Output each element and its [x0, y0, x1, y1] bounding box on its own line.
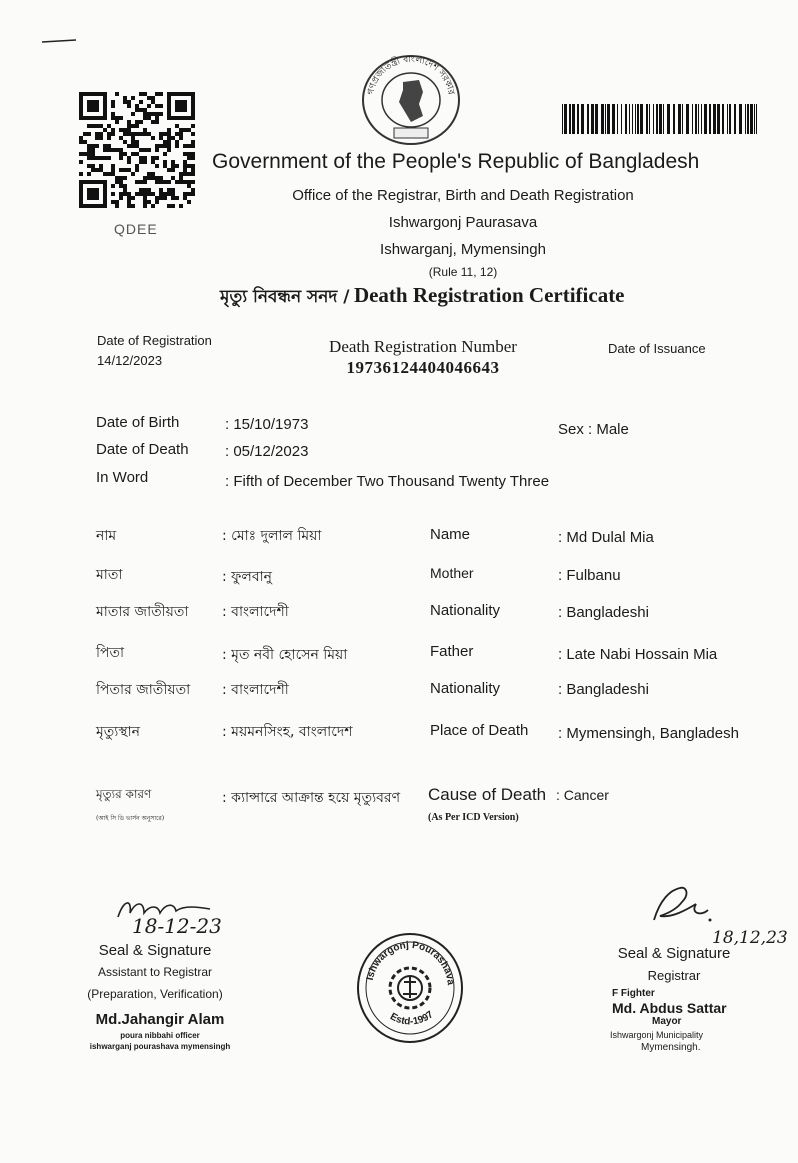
father-nationality-value: : Bangladeshi — [558, 681, 649, 698]
father-bn-label: পিতা — [96, 645, 125, 661]
mother-nationality-label: Nationality — [430, 602, 501, 619]
government-emblem-icon — [361, 54, 461, 146]
name-label: Name — [430, 526, 471, 543]
assistant-role-detail: (Preparation, Verification) — [87, 987, 223, 1001]
registrar-stamp-prefix: F Fighter — [612, 988, 655, 999]
registration-number-value: 19736124404046643 — [346, 358, 500, 377]
assistant-role: Assistant to Registrar — [97, 965, 213, 979]
cause-bn-value: : ক্যান্সারে আক্রান্ত হয়ে মৃত্যুবরণ — [222, 790, 401, 806]
date-of-registration-value: 14/12/2023 — [97, 353, 163, 368]
registrar-stamp-name: Md. Abdus Sattar — [612, 1000, 727, 1016]
place-of-death-label: Place of Death — [430, 722, 529, 739]
dob-label: Date of Birth — [96, 414, 180, 431]
place-of-death-bn-value: : ময়মনসিংহ, বাংলাদেশ — [222, 724, 353, 740]
father-bn-value: : মৃত নবী হোসেন মিয়া — [222, 647, 348, 663]
father-nationality-bn-label: পিতার জাতীয়তা — [96, 682, 191, 698]
father-nationality-label: Nationality — [430, 680, 501, 697]
barcode-icon — [562, 104, 760, 134]
cause-value: : Cancer — [556, 787, 609, 803]
assistant-stamp-name: Md.Jahangir Alam — [95, 1011, 225, 1028]
certificate-title-en: Death Registration Certificate — [353, 283, 625, 307]
in-word-label: In Word — [96, 469, 149, 486]
assistant-stamp-title: poura nibbahi officer — [120, 1031, 200, 1040]
qr-code-icon — [79, 92, 195, 208]
mother-bn-label: মাতা — [96, 567, 123, 583]
seal-ring-text: Ishwargonj Pourashava — [364, 939, 456, 986]
paurashava-seal-icon — [356, 932, 464, 1044]
registrar-signature-icon — [646, 880, 716, 930]
emblem-ring-text: গণপ্রজাতন্ত্রী বাংলাদেশ সরকার — [366, 54, 456, 96]
mother-bn-value: : ফুলবানু — [222, 569, 273, 585]
dob-value: : 15/10/1973 — [225, 416, 309, 433]
office-name: Office of the Registrar, Birth and Death Registration — [292, 187, 634, 204]
date-of-issuance-label: Date of Issuance — [608, 341, 706, 356]
certificate-title — [220, 283, 625, 312]
father-label: Father — [430, 643, 474, 660]
mother-value: : Fulbanu — [558, 567, 621, 584]
qr-code-text: QDEE — [114, 221, 158, 237]
svg-text:Estd-1997 — [388, 1009, 436, 1028]
registrar-stamp-city: Mymensingh. — [641, 1042, 701, 1053]
cause-bn-sub: (আই সি ডি ভার্সন অনুসারে) — [96, 815, 165, 822]
mother-nationality-bn-value: : বাংলাদেশী — [222, 604, 289, 620]
date-of-registration-label: Date of Registration — [97, 333, 212, 348]
place-of-death-value: : Mymensingh, Bangladesh — [558, 725, 739, 742]
assistant-seal-label: Seal & Signature — [98, 942, 212, 959]
dod-label: Date of Death — [96, 441, 189, 458]
certificate-title-bn: মৃত্যু নিবন্ধন সনদ / — [220, 287, 350, 307]
registration-number-label: Death Registration Number — [329, 337, 517, 356]
registrar-seal-label: Seal & Signature — [617, 945, 731, 962]
name-value: : Md Dulal Mia — [558, 529, 654, 546]
registrar-role: Registrar — [647, 968, 701, 983]
dod-value: : 05/12/2023 — [225, 443, 309, 460]
mother-nationality-value: : Bangladeshi — [558, 604, 649, 621]
assistant-handwritten-date: 18-12-23 — [132, 914, 222, 938]
father-value: : Late Nabi Hossain Mia — [558, 646, 718, 663]
mother-nationality-bn-label: মাতার জাতীয়তা — [96, 604, 189, 620]
seal-est-text: Estd-1997 — [388, 1009, 436, 1028]
rule-text: (Rule 11, 12) — [428, 265, 498, 279]
registrar-stamp-title: Mayor — [652, 1016, 682, 1027]
mother-label: Mother — [430, 565, 474, 581]
father-nationality-bn-value: : বাংলাদেশী — [222, 682, 289, 698]
assistant-stamp-org: ishwarganj pourashava mymensingh — [89, 1042, 231, 1051]
in-word-value: : Fifth of December Two Thousand Twenty Three — [225, 473, 550, 490]
government-title: Government of the People's Republic of Bangladesh — [212, 150, 700, 173]
place-of-death-bn-label: মৃত্যুস্থান — [96, 724, 141, 740]
location-name: Ishwarganj, Mymensingh — [380, 241, 546, 258]
cause-label: Cause of Death — [428, 785, 547, 804]
cause-bn-label: মৃত্যুর কারণ — [96, 787, 152, 801]
pen-mark — [40, 36, 80, 46]
registrar-stamp-org: Ishwargonj Municipality — [610, 1030, 704, 1040]
cause-sub: (As Per ICD Version) — [428, 812, 519, 823]
name-bn-label: নাম — [96, 528, 117, 544]
registrar-handwritten-date: 18,12,23 — [712, 928, 788, 948]
paurasava-name: Ishwargonj Paurasava — [388, 214, 538, 231]
name-bn-value: : মোঃ দুলাল মিয়া — [222, 528, 322, 544]
sex-value: Sex : Male — [558, 421, 629, 438]
